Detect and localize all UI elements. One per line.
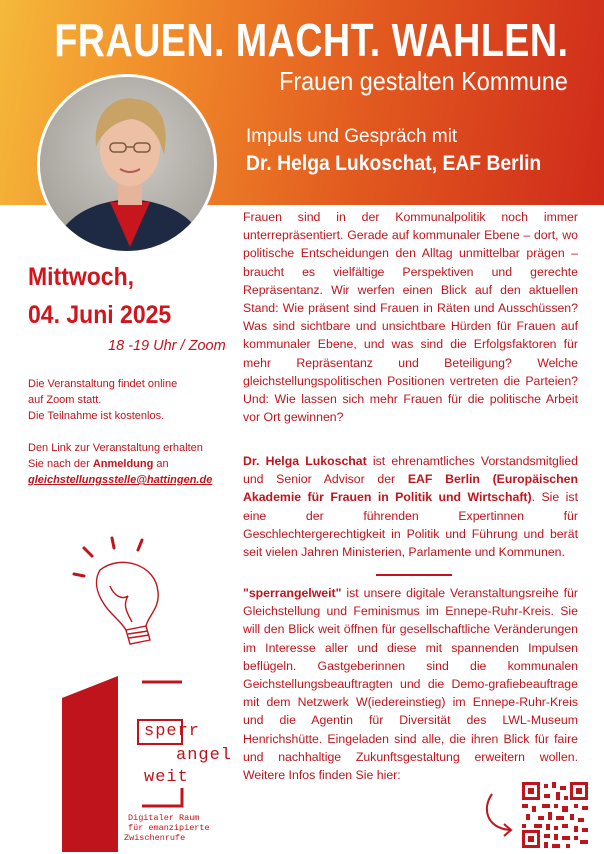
series-paragraph: "sperrangelweit" ist unsere digitale Veranstaltungsreihe für Gleichstellung und Feminismus im Ennepe-Ruhr-Kreis. Sie will den Blick weit öffnen für gesellschaftliche Veränderungen im Interesse aller und diese mit spannenden Impulsen beflügeln. Gastgeberinnen sind die kommunalen Geichstellungsbeauftragten und die Demo-grafiebeauftrage mit dem Netzwerk W(iedereinstieg) im Ennepe-Ruhr-Kreis und die Agentin für Diversität des LWL-Museum Henrichshütte. Eingeladen sind alle, die ihren Blick für faire und nachhaltige Zukunftsgestaltung erweitern wollen. Weitere Infos finden Sie hier:	[243, 586, 578, 783]
speaker-line: Dr. Helga Lukoschat, EAF Berlin	[246, 152, 542, 175]
event-weekday: Mittwoch,	[28, 263, 135, 291]
online-info-line-3: Die Teilnahme ist kostenlos.	[28, 410, 165, 422]
email-link[interactable]: gleichstellungsstelle@hattingen.de	[28, 474, 213, 486]
link-info-line-1: Den Link zur Veranstaltung erhalten	[28, 442, 203, 454]
logo-word-1: sperr	[144, 722, 201, 741]
logo-word-3: weit	[144, 768, 189, 787]
event-date: 04. Juni 2025	[28, 301, 172, 329]
divider	[376, 574, 452, 576]
logo-tagline-1: Digitaler Raum	[128, 813, 200, 823]
speaker-paragraph: Dr. Helga Lukoschat ist ehrenamtliches Vorstandsmitglied und Senior Advisor der EAF Berlin (Europäischen Akademie für Frauen in Politik und Wirtschaft). Sie ist eine der führenden Expertinnen für Geschlechtergerechtigkeit in Politik und Führung und berät seit vielen Jahren Ministerien, Parlamente und Kommunen.	[243, 454, 578, 560]
contact-email[interactable]	[28, 472, 212, 488]
page-title: FRAUEN. MACHT. WAHLEN.	[54, 14, 569, 66]
speaker-photo	[37, 74, 217, 254]
qr-code[interactable]	[522, 782, 588, 848]
online-info-line-1: Die Veranstaltung findet online	[28, 378, 178, 390]
link-info-line-2: Sie nach der Anmeldung an	[28, 458, 169, 470]
page-subtitle: Frauen gestalten Kommune	[279, 66, 568, 96]
event-time: 18 -19 Uhr / Zoom	[108, 338, 226, 354]
arrow-icon	[480, 790, 520, 840]
logo-word-2: angel	[176, 746, 233, 765]
intro-line: Impuls und Gespräch mit	[246, 126, 458, 147]
logo-tagline-3: Zwischenrufe	[124, 833, 186, 843]
logo-tagline-2: für emanzipierte	[128, 823, 210, 833]
online-info-line-2: auf Zoom statt.	[28, 394, 102, 406]
lightbulb-icon	[70, 534, 180, 654]
intro-paragraph: Frauen sind in der Kommunalpolitik noch immer unterrepräsentiert. Gerade auf kommunaler Ebene – dort, wo politische Entscheidungen den Alltag unmittelbar prägen – braucht es vielfältige Perspektiven und gerechte Repräsentanz. Wir werfen einen Blick auf den aktuellen Stand: Wie präsent sind Frauen in Räten und Ausschüssen? Was sind sichtbare und unsichtbare Hürden für Frauen auf kommunaler Ebene, und was sind die Erfolgsfaktoren für mehr Repräsentanz und Beteiligung? Welche gleichstellungspolitischen Positionen vertreten die Parteien? Und: Wie lassen sich mehr Frauen für die politische Arbeit vor Ort gewinnen?	[243, 210, 578, 425]
